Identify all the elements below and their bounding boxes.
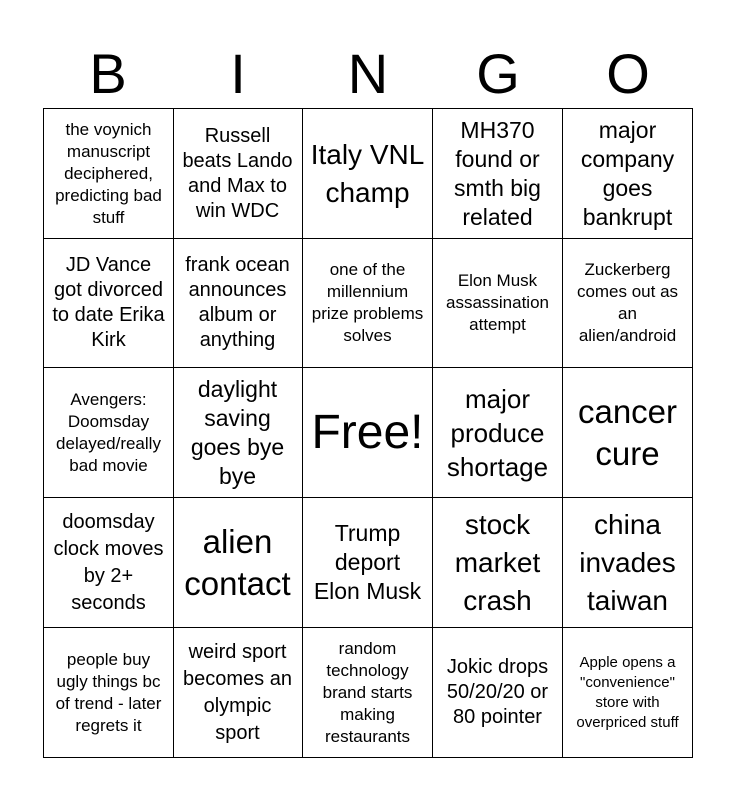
cell-text: china invades taiwan [579, 508, 676, 616]
cell-text: Apple opens a "convenience" store with overpriced stuff [576, 653, 679, 731]
bingo-cell[interactable] [303, 109, 433, 239]
cell-text: frank ocean announces album or anything [185, 253, 290, 351]
cell-text: JD Vance got divorced to date Erika Kirk [52, 253, 165, 351]
cell-text: Elon Musk assassination attempt [445, 270, 549, 334]
cell-text: random technology brand starts making restaurants [322, 638, 413, 746]
bingo-cell[interactable] [44, 628, 174, 758]
bingo-cell[interactable] [173, 238, 303, 368]
cell-text: cancer cure [577, 392, 678, 472]
bingo-cell[interactable] [563, 368, 693, 498]
cell-text: people buy ugly things bc of trend - later regrets it [55, 649, 162, 735]
bingo-header [43, 40, 693, 108]
bingo-cell-free[interactable] [303, 368, 433, 498]
bingo-cell[interactable] [433, 628, 563, 758]
cell-text: Zuckerberg comes out as an alien/android [576, 259, 679, 345]
header-letter-i: I [230, 42, 246, 105]
free-space-text: Free! [311, 405, 424, 459]
bingo-cell[interactable] [44, 109, 174, 239]
bingo-cell[interactable] [563, 109, 693, 239]
bingo-cell[interactable] [433, 498, 563, 628]
header-letter-b: B [89, 42, 127, 105]
bingo-cell[interactable] [44, 238, 174, 368]
bingo-cell[interactable] [433, 368, 563, 498]
bingo-board [43, 108, 693, 758]
cell-text: stock market crash [454, 508, 541, 616]
cell-text: doomsday clock moves by 2+ seconds [53, 510, 164, 614]
header-letter-n: N [347, 42, 389, 105]
bingo-cell[interactable] [303, 238, 433, 368]
bingo-cell[interactable] [173, 368, 303, 498]
cell-text: Avengers: Doomsday delayed/really bad movie [56, 389, 161, 475]
bingo-cell[interactable] [173, 498, 303, 628]
bingo-cell[interactable] [44, 368, 174, 498]
cell-text: one of the millennium prize problems solves [311, 259, 424, 345]
cell-text: Jokic drops 50/20/20 or 80 pointer [446, 656, 549, 728]
cell-text: weird sport becomes an olympic sport [183, 640, 292, 744]
bingo-cell[interactable] [44, 498, 174, 628]
cell-text: the voynich manuscript deciphered, predicting bad stuff [55, 119, 162, 227]
cell-text: daylight saving goes bye bye [190, 375, 285, 489]
cell-text: alien contact [184, 522, 291, 602]
bingo-cell[interactable] [563, 238, 693, 368]
bingo-cell[interactable] [563, 498, 693, 628]
cell-text: MH370 found or smth big related [454, 116, 541, 230]
header-letter-g: G [476, 42, 520, 105]
cell-text: major company goes bankrupt [580, 116, 675, 230]
cell-text: Russell beats Lando and Max to win WDC [182, 124, 293, 222]
bingo-cell[interactable] [563, 628, 693, 758]
bingo-cell[interactable] [173, 628, 303, 758]
bingo-cell[interactable] [303, 498, 433, 628]
bingo-cell[interactable] [303, 628, 433, 758]
header-letter-o: O [606, 42, 650, 105]
bingo-cell[interactable] [433, 109, 563, 239]
cell-text: Trump deport Elon Musk [313, 520, 422, 604]
bingo-cell[interactable] [433, 238, 563, 368]
bingo-cell[interactable] [173, 109, 303, 239]
cell-text: major produce shortage [446, 383, 549, 482]
cell-text: Italy VNL champ [310, 138, 425, 208]
